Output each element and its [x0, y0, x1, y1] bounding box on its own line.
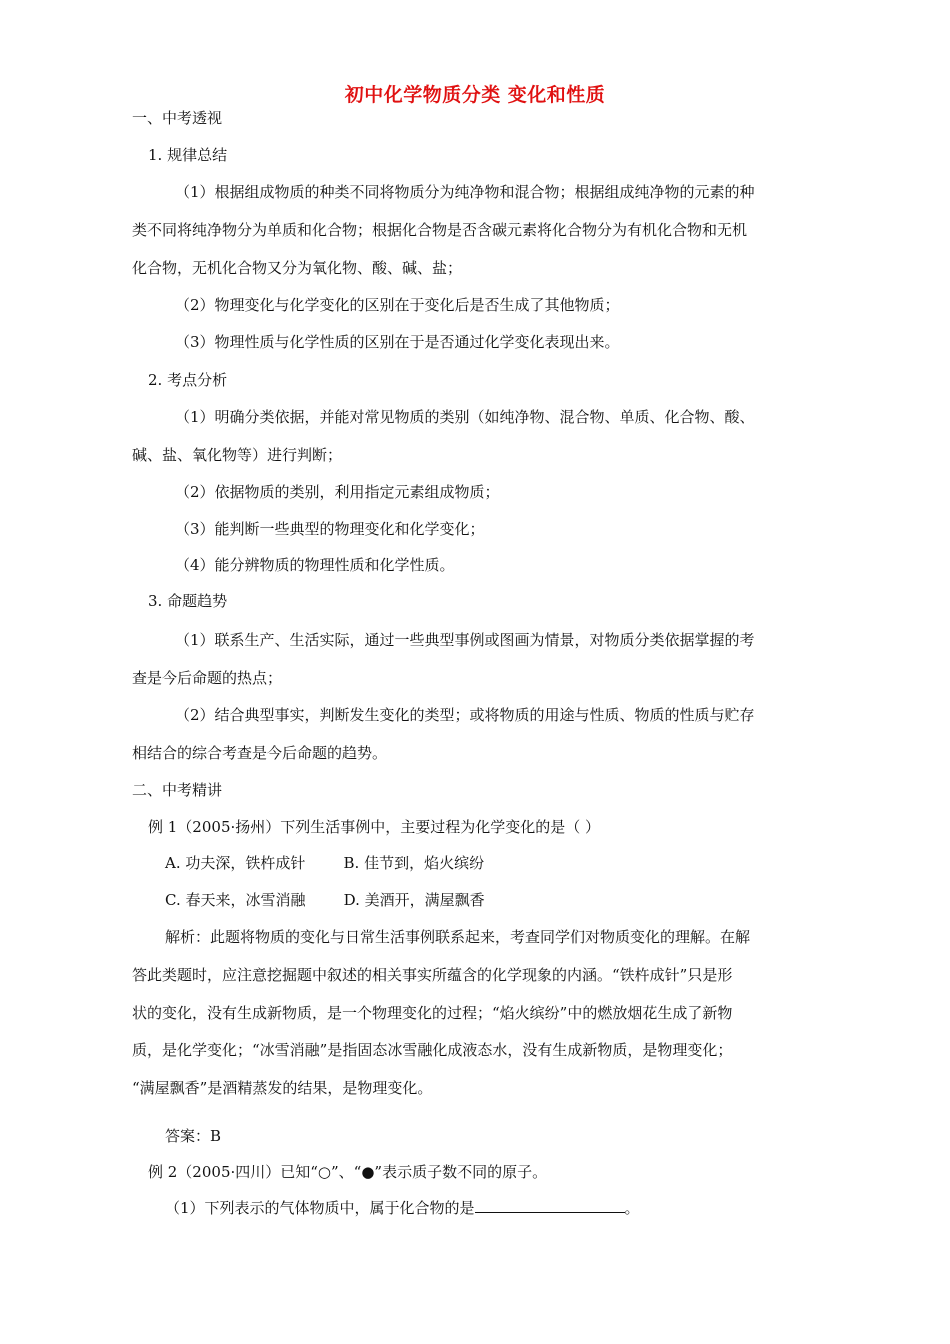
- analysis-line: 解析：此题将物质的变化与日常生活事例联系起来，考查同学们对物质变化的理解。在解: [165, 928, 751, 946]
- paragraph-line: （2）结合典型事实，判断发生变化的类型；或将物质的用途与性质、物质的性质与贮存: [175, 706, 755, 724]
- section-heading: 一、中考透视: [132, 109, 223, 127]
- paragraph-line: （4）能分辨物质的物理性质和化学性质。: [175, 556, 455, 574]
- paragraph-line: 相结合的综合考查是今后命题的趋势。: [132, 744, 388, 762]
- answer-blank[interactable]: [475, 1198, 625, 1213]
- subquestion-end: 。: [624, 1199, 640, 1217]
- section-heading: 二、中考精讲: [132, 781, 223, 799]
- page-title: 初中化学物质分类 变化和性质: [344, 84, 606, 106]
- paragraph-line: （1）根据组成物质的种类不同将物质分为纯净物和混合物；根据组成纯净物的元素的种: [175, 183, 755, 201]
- example-options: A. 功夫深，铁杵成针 B. 佳节到，焰火缤纷: [165, 854, 485, 872]
- analysis-line: 状的变化，没有生成新物质，是一个物理变化的过程；“焰火缤纷”中的燃放烟花生成了新物: [132, 1004, 733, 1022]
- example-question: 例 1（2005·扬州）下列生活事例中，主要过程为化学变化的是（ ）: [148, 818, 601, 836]
- answer-line: 答案：B: [165, 1127, 222, 1145]
- subquestion-text: （1）下列表示的气体物质中，属于化合物的是: [165, 1199, 475, 1217]
- paragraph-line: （2）物理变化与化学变化的区别在于变化后是否生成了其他物质；: [175, 296, 620, 314]
- example-options: C. 春天来，冰雪消融 D. 美酒开，满屋飘香: [165, 891, 485, 909]
- analysis-line: 答此类题时，应注意挖掘题中叙述的相关事实所蕴含的化学现象的内涵。“铁杵成针”只是形: [132, 966, 733, 984]
- paragraph-line: 查是今后命题的热点；: [132, 669, 283, 687]
- paragraph-line: 碱、盐、氧化物等）进行判断；: [132, 446, 343, 464]
- example-question: 例 2（2005·四川）已知“○”、“●”表示质子数不同的原子。: [148, 1163, 548, 1181]
- paragraph-line: （3）能判断一些典型的物理变化和化学变化；: [175, 520, 485, 538]
- paragraph-line: 化合物，无机化合物又分为氧化物、酸、碱、盐；: [132, 259, 463, 277]
- analysis-line: 质，是化学变化；“冰雪消融”是指固态冰雪融化成液态水，没有生成新物质，是物理变化；: [132, 1041, 733, 1059]
- example-subquestion: [165, 1198, 640, 1218]
- subsection-heading: 2. 考点分析: [148, 371, 228, 389]
- paragraph-line: 类不同将纯净物分为单质和化合物；根据化合物是否含碳元素将化合物分为有机化合物和无机: [132, 221, 748, 239]
- paragraph-line: （2）依据物质的类别，利用指定元素组成物质；: [175, 483, 500, 501]
- subsection-heading: 1. 规律总结: [148, 146, 228, 164]
- paragraph-line: （1）联系生产、生活实际，通过一些典型事例或图画为情景，对物质分类依据掌握的考: [175, 631, 755, 649]
- subsection-heading: 3. 命题趋势: [148, 592, 228, 610]
- paragraph-line: （3）物理性质与化学性质的区别在于是否通过化学变化表现出来。: [175, 333, 620, 351]
- paragraph-line: （1）明确分类依据，并能对常见物质的类别（如纯净物、混合物、单质、化合物、酸、: [175, 408, 755, 426]
- analysis-line: “满屋飘香”是酒精蒸发的结果，是物理变化。: [132, 1079, 433, 1097]
